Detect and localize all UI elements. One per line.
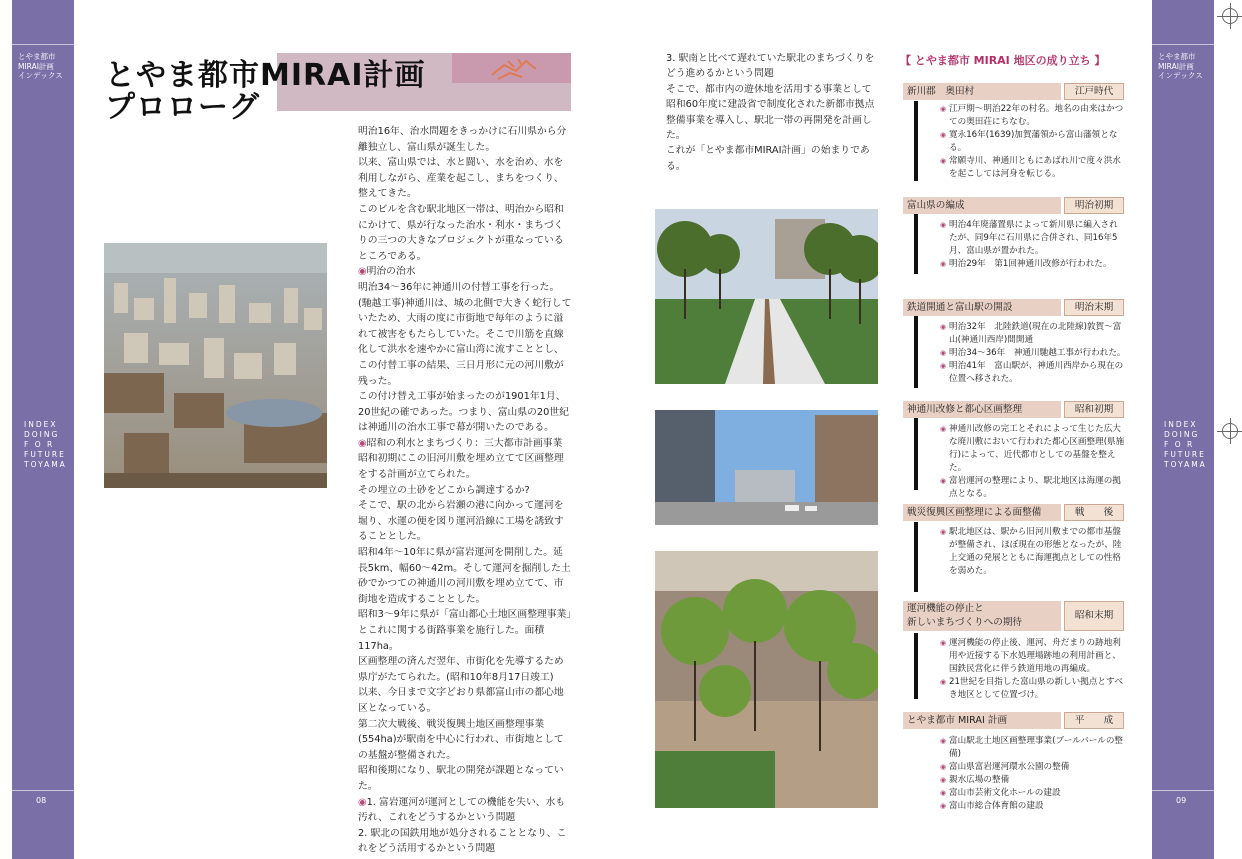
paragraph bbox=[358, 607, 572, 654]
paragraph: そこで、都市内の遊休地を活用する事業として昭和60年度に建設省で制度化された新都市拠点整備事業を導入し、駅北一帯の再開発を計画した。 bbox=[666, 83, 875, 142]
era-item: ◉ 明治34〜36年 神通川馳越工事が行われた。 bbox=[940, 347, 1126, 360]
era-item: ◉ 親水広場の整備 bbox=[940, 774, 1126, 787]
text: このビルを含む駅北地区一帯は、明治から昭和にかけて、県が行なった治水・利水・まちづくりの三つの大きなプロジェクトが重なっているところである。 bbox=[358, 203, 564, 262]
era-name: 富山県の編成 bbox=[903, 197, 1061, 214]
era-item: ◉ 21世紀を目指した富山県の新しい拠点とすべき地区として位置づけ。 bbox=[940, 676, 1126, 702]
timeline-heading: 【 とやま都市 MIRAI 地区の成り立ち 】 bbox=[900, 54, 1106, 67]
index-line: FUTURE bbox=[1164, 450, 1206, 459]
paragraph: 3. 駅南と比べて遅れていた駅北のまちづくりをどう進めるかという問題 bbox=[666, 53, 875, 80]
paragraph bbox=[358, 124, 572, 155]
bullet-icon: ◉ bbox=[358, 437, 367, 449]
timeline-era bbox=[903, 401, 1124, 418]
index-line: TOYAMA bbox=[24, 460, 67, 469]
paragraph: これが「とやま都市MIRAI計画」の始まりである。 bbox=[666, 145, 870, 172]
era-name: 鉄道開通と富山駅の開設 bbox=[903, 299, 1061, 316]
registration-mark-icon bbox=[1222, 423, 1238, 439]
era-items bbox=[940, 526, 1126, 578]
map-motif-icon bbox=[452, 53, 571, 83]
boulevard-photo-image bbox=[655, 209, 878, 384]
index-line: FUTURE bbox=[24, 450, 66, 459]
paragraph bbox=[358, 155, 572, 202]
timeline-era bbox=[903, 83, 1124, 100]
index-line: DOING bbox=[1164, 430, 1200, 439]
paragraph bbox=[358, 826, 572, 857]
index-line: F O R bbox=[1164, 440, 1195, 449]
text: 昭和3〜9年に県が「富山都心土地区画整理事業」とこれに関する街路事業を施行した。面積117ha。 bbox=[358, 609, 572, 652]
page-number: 09 bbox=[1176, 796, 1187, 805]
paragraph bbox=[358, 685, 572, 716]
era-items bbox=[940, 735, 1126, 813]
era-item: ◉ 富山県富岩運河環水公園の整備 bbox=[940, 761, 1126, 774]
section-heading bbox=[358, 795, 572, 826]
section-heading bbox=[358, 436, 572, 452]
timeline-line bbox=[914, 418, 918, 490]
era-name: 神通川改修と都心区画整理 bbox=[903, 401, 1061, 418]
paragraph bbox=[358, 280, 572, 389]
era-item: ◉ 駅北地区は、駅から旧河川敷までの都市基盤が整備され、ほぼ現在の形態となったが、陸上交通の発展とともに海運拠点としての性格を弱めた。 bbox=[940, 526, 1126, 578]
sidebar-index-label bbox=[24, 420, 68, 470]
timeline-line bbox=[914, 316, 918, 388]
timeline-era bbox=[903, 712, 1124, 729]
timeline-line bbox=[914, 101, 918, 181]
sidebar-rule bbox=[12, 790, 74, 791]
era-item: ◉ 明治29年 第1回神通川改修が行われた。 bbox=[940, 258, 1126, 271]
aerial-city-photo bbox=[104, 243, 327, 488]
section-heading bbox=[358, 264, 572, 280]
sidebar-title-line: とやま都市 bbox=[18, 52, 56, 61]
paragraph bbox=[358, 389, 572, 436]
era-item: ◉ 常願寺川、神通川ともにあばれ川で度々洪水を起こしては河身を転じる。 bbox=[940, 155, 1126, 181]
index-line: TOYAMA bbox=[1164, 460, 1207, 469]
boulevard-photo bbox=[655, 209, 878, 384]
era-period: 明治末期 bbox=[1064, 299, 1124, 316]
text: 昭和の利水とまちづくり：三大都市計画事業 bbox=[366, 437, 563, 449]
left-sidebar bbox=[12, 0, 74, 859]
street-buildings-photo bbox=[655, 410, 878, 525]
sidebar-rule bbox=[1152, 790, 1214, 791]
sidebar-title bbox=[1158, 52, 1210, 81]
text: 以来、今日まで文字どおり県都富山市の都心地区となっている。 bbox=[358, 687, 564, 714]
timeline-era bbox=[903, 197, 1124, 214]
timeline-era bbox=[903, 299, 1124, 316]
text: 昭和初期にこの旧河川敷を埋め立てて区画整理をする計画が立てられた。 bbox=[358, 453, 564, 481]
era-item: ◉ 富岩運河の整理により、駅北地区は海運の拠点となる。 bbox=[940, 475, 1126, 501]
era-name: とやま都市 MIRAI 計画 bbox=[903, 712, 1061, 729]
paragraph bbox=[358, 545, 572, 607]
era-period: 江戸時代 bbox=[1064, 83, 1124, 100]
index-line: DOING bbox=[24, 430, 60, 439]
era-name: 運河機能の停止と 新しいまちづくりへの期待 bbox=[903, 601, 1061, 631]
text: 以来、富山県では、水と闘い、水を治め、水を利用しながら、産業を起こし、まちをつくり、整えてきた。 bbox=[358, 157, 564, 200]
era-item: ◉ 富山駅北土地区画整理事業(ブールバールの整備) bbox=[940, 735, 1126, 761]
text: 2. 駅北の国鉄用地が処分されることとなり、これをどう活用するかという問題 bbox=[358, 827, 567, 855]
sidebar-rule bbox=[12, 44, 74, 45]
era-items bbox=[940, 423, 1126, 501]
era-item: ◉ 明治41年 富山駅が、神通川西岸から現在の位置へ移された。 bbox=[940, 360, 1126, 386]
text: 明治16年、治水問題をきっかけに石川県から分離独立し、富山県が誕生した。 bbox=[358, 126, 567, 153]
continuation-text-column bbox=[666, 51, 880, 174]
body-text-column bbox=[358, 124, 572, 857]
era-item: ◉ 富山市総合体育館の建設 bbox=[940, 800, 1126, 813]
era-items bbox=[940, 103, 1126, 181]
text: そこで、駅の北から岩瀬の港に向かって運河を堀り、水運の便を図り運河沿線に工場を誘致することとした。 bbox=[358, 500, 564, 543]
street-photo-image bbox=[655, 410, 878, 525]
sidebar-title-line: とやま都市 bbox=[1158, 52, 1196, 61]
page-number: 08 bbox=[36, 796, 47, 805]
text: 第二次大戦後、戦災復興土地区画整理事業(554ha)が駅南を中心に行われ、市街地としての基盤が整備された。 bbox=[358, 718, 564, 761]
era-items bbox=[940, 637, 1126, 702]
sidebar-title-line: MIRAI計画 bbox=[1158, 61, 1194, 71]
era-item: ◉ 運河機能の停止後、運河、舟だまりの跡地利用や近接する下水処理場跡地の利用計画と、国鉄民営化に伴う鉄道用地の再編成。 bbox=[940, 637, 1126, 676]
timeline-line bbox=[914, 633, 918, 699]
era-items bbox=[940, 219, 1126, 271]
text: 区画整理の済んだ翌年、市街化を先導するため県庁がたてられた。(昭和10年8月17日竣工) bbox=[358, 656, 564, 683]
era-period: 明治初期 bbox=[1064, 197, 1124, 214]
index-line: F O R bbox=[24, 440, 55, 449]
sidebar-title-line: インデックス bbox=[18, 71, 63, 80]
aerial-photo-image bbox=[104, 243, 327, 488]
era-item: ◉ 明治32年 北陸鉄道(現在の北陸線)敦賀〜富山(神通川西岸)間開通 bbox=[940, 321, 1126, 347]
sidebar-title-line: インデックス bbox=[1158, 71, 1203, 80]
era-item: ◉ 寛永16年(1639)加賀藩領から富山藩領となる。 bbox=[940, 129, 1126, 155]
sidebar-title bbox=[18, 52, 70, 81]
text: その埋立の土砂をどこから調達するか? bbox=[358, 484, 530, 496]
timeline-era bbox=[903, 504, 1124, 521]
timeline-line bbox=[914, 522, 918, 592]
era-name: 新川郡 奥田村 bbox=[903, 83, 1061, 100]
paragraph bbox=[358, 717, 572, 764]
era-period: 昭和末期 bbox=[1064, 601, 1124, 631]
paragraph bbox=[358, 451, 572, 482]
text: 明治の治水 bbox=[366, 266, 416, 278]
text: 明治34〜36年に神通川の付替工事を行った。(馳越工事)神通川は、城の北側で大きく蛇行していたため、大雨の度に市街地で毎年のように溢れて被害をもたらしていた。そこで川筋を直線化して洪水を速やかに富山湾に流すこととし、この付替工事の結果、三日月形に元の河川敷が残った。 bbox=[358, 281, 572, 387]
sidebar-rule bbox=[1152, 44, 1214, 45]
index-line: INDEX bbox=[1164, 420, 1198, 429]
paragraph bbox=[358, 202, 572, 264]
text: この付け替え工事が始まったのが1901年1月、20世紀の確であった。つまり、富山県の20世紀は神通川の治水工事で幕が開いたのである。 bbox=[358, 391, 569, 434]
page-title: とやま都市MIRAI計画 bbox=[105, 58, 426, 93]
era-name: 戦災復興区画整理による面整備 bbox=[903, 504, 1061, 521]
timeline-line bbox=[914, 214, 918, 274]
era-item: ◉ 富山市芸術文化ホールの建設 bbox=[940, 787, 1126, 800]
index-line: INDEX bbox=[24, 420, 58, 429]
bullet-icon: ◉ bbox=[358, 266, 367, 278]
era-period: 戦 後 bbox=[1064, 504, 1124, 521]
plaza-photo bbox=[655, 551, 878, 808]
paragraph bbox=[358, 483, 572, 499]
era-item: ◉ 神通川改修の完工とそれによって生じた広大な廃川敷において行われた都心区画整理(県施行)によって、近代都市としての基盤を整えた。 bbox=[940, 423, 1126, 475]
sidebar-index-label bbox=[1164, 420, 1208, 470]
page-subtitle: プロローグ bbox=[105, 90, 260, 125]
era-item: ◉ 江戸期〜明治22年の村名。地名の由来はかつての奥田荘にちなむ。 bbox=[940, 103, 1126, 129]
text: 1. 富岩運河が運河としての機能を失い、水も汚れ、これをどうするかという問題 bbox=[358, 796, 566, 824]
registration-mark-icon bbox=[1222, 8, 1238, 24]
paragraph bbox=[358, 498, 572, 545]
era-period: 昭和初期 bbox=[1064, 401, 1124, 418]
era-period: 平 成 bbox=[1064, 712, 1124, 729]
sidebar-title-line: MIRAI計画 bbox=[18, 61, 54, 71]
right-sidebar bbox=[1152, 0, 1214, 859]
bullet-icon: ◉ bbox=[358, 796, 367, 808]
paragraph bbox=[358, 763, 572, 794]
text: 昭和4年〜10年に県が富岩運河を開削した。延長5km、幅60〜42m。そして運河を掘削した土砂でかつての神通川の河川敷を埋め立てて、市街地を造成することとした。 bbox=[358, 547, 571, 605]
timeline-era bbox=[903, 601, 1124, 631]
era-item: ◉ 明治4年廃藩置県によって新川県に編入されたが、同9年に石川県に合併され、同16年5月、富山県が置かれた。 bbox=[940, 219, 1126, 258]
plaza-photo-image bbox=[655, 551, 878, 808]
title-band-accent bbox=[452, 53, 571, 83]
era-items bbox=[940, 321, 1126, 386]
paragraph bbox=[358, 654, 572, 685]
text: 昭和後期になり、駅北の開発が課題となっていた。 bbox=[358, 765, 564, 792]
